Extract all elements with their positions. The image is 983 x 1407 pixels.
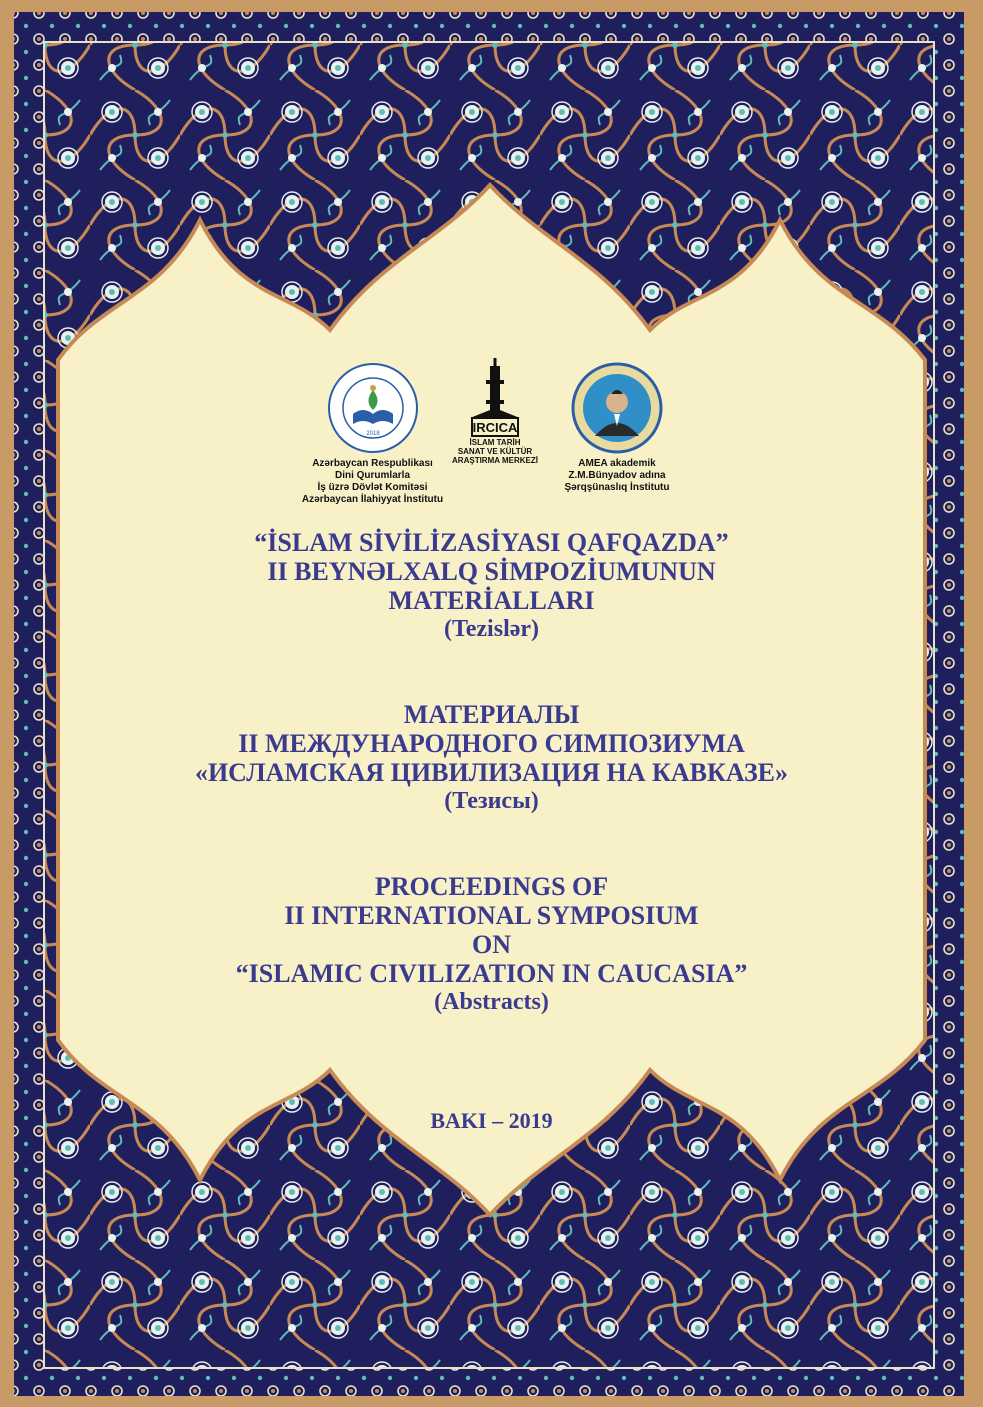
oriental-institute-logo-block bbox=[542, 362, 692, 494]
ircica-caption-line: İSLAM TARİH bbox=[469, 438, 521, 447]
ircica-logo-block bbox=[445, 356, 545, 465]
oriental-institute-caption-line: AMEA akademik bbox=[578, 458, 656, 469]
svg-text:IRCICA: IRCICA bbox=[472, 420, 518, 435]
institute-caption-line: Dini Qurumlarla bbox=[334, 470, 410, 481]
institute-caption-line: İş üzrə Dövlət Komitəsi bbox=[317, 482, 428, 493]
title-line: ON bbox=[472, 930, 511, 959]
institute-caption-line: Azərbaycan İlahiyyat İnstitutu bbox=[301, 494, 444, 505]
portrait-seal-icon bbox=[571, 362, 663, 454]
oriental-institute-caption-line: Şərqşünaslıq İnstitutu bbox=[564, 482, 670, 493]
title-line: PROCEEDINGS OF bbox=[374, 872, 609, 901]
title-line: II BEYNƏLXALQ SİMPOZİUMUNUN bbox=[267, 557, 716, 586]
title-english bbox=[0, 872, 983, 1016]
title-russian bbox=[0, 700, 983, 815]
title-subtitle: (Tezislər) bbox=[443, 616, 540, 642]
publication-year: BAKI – 2019 bbox=[430, 1108, 553, 1133]
title-line: “ISLAMIC CIVILIZATION IN CAUCASIA” bbox=[235, 959, 748, 988]
title-line: «ИСЛАМСКАЯ ЦИВИЛИЗАЦИЯ НА КАВКАЗЕ» bbox=[194, 758, 789, 787]
ircica-caption-line: ARAŞTIRMA MERKEZİ bbox=[452, 456, 538, 465]
minaret-emblem-icon bbox=[460, 356, 530, 438]
oriental-institute-caption-line: Z.M.Bünyadov adına bbox=[568, 470, 666, 481]
institute-book-emblem-icon bbox=[327, 362, 419, 454]
title-line: MATERİALLARI bbox=[388, 586, 595, 615]
title-line: II МЕЖДУНАРОДНОГО СИМПОЗИУМА bbox=[238, 729, 745, 758]
title-line: II INTERNATIONAL SYMPOSIUM bbox=[284, 901, 699, 930]
institute-caption-line: Azərbaycan Respublikası bbox=[312, 458, 433, 469]
institute-logo-block bbox=[290, 362, 455, 506]
title-azerbaijani bbox=[0, 528, 983, 643]
svg-text:2018: 2018 bbox=[365, 431, 380, 437]
title-line: “İSLAM SİVİLİZASİYASI QAFQAZDA” bbox=[254, 528, 729, 557]
title-line: МАТЕРИАЛЫ bbox=[403, 700, 580, 729]
ircica-caption-line: SANAT VE KÜLTÜR bbox=[457, 447, 533, 456]
title-subtitle: (Abstracts) bbox=[434, 989, 549, 1015]
title-subtitle: (Тезисы) bbox=[444, 788, 539, 814]
